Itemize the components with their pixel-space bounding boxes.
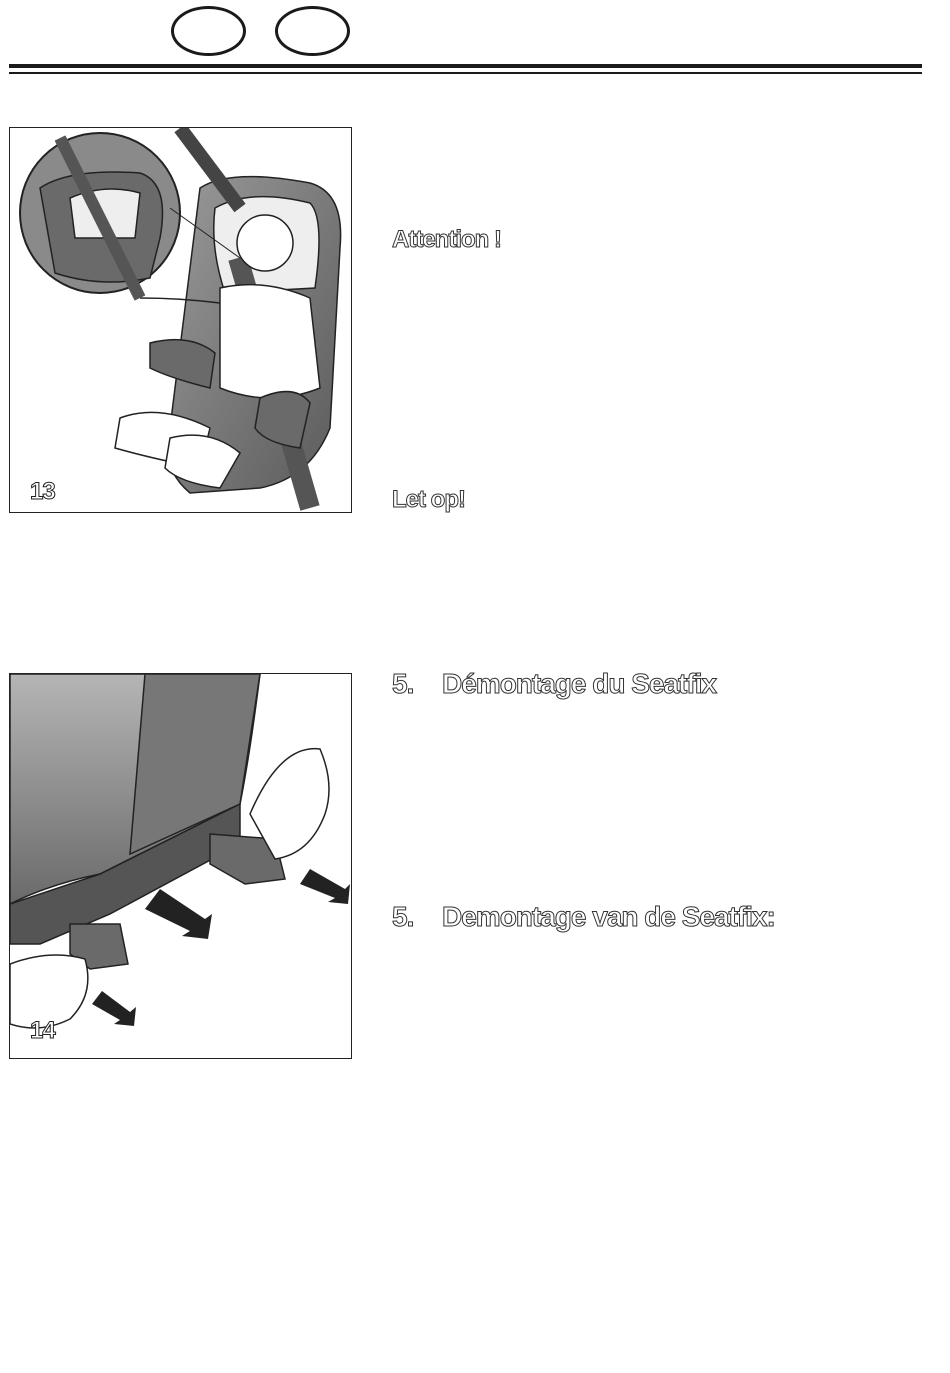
header-rule-thick <box>9 64 922 68</box>
attention-label-nl: Let op! <box>392 486 465 513</box>
child-seat-illustration <box>10 128 352 513</box>
section-title: Demontage van de Seatfix: <box>442 901 775 932</box>
header-rule-thin <box>9 72 922 74</box>
section-title: Démontage du Seatfix <box>442 668 717 699</box>
section-heading-nl <box>392 901 775 933</box>
figure-number: 14 <box>30 1017 55 1044</box>
attention-label-fr: Attention ! <box>392 226 501 253</box>
figure-13 <box>9 127 352 513</box>
language-badge-nl <box>275 6 350 56</box>
section-number: 5. <box>392 668 414 699</box>
seatfix-release-illustration <box>10 674 352 1059</box>
section-number: 5. <box>392 901 414 932</box>
language-badge-fr <box>171 6 246 56</box>
figure-number: 13 <box>30 478 55 505</box>
section-heading-fr <box>392 668 716 700</box>
figure-14 <box>9 673 352 1059</box>
